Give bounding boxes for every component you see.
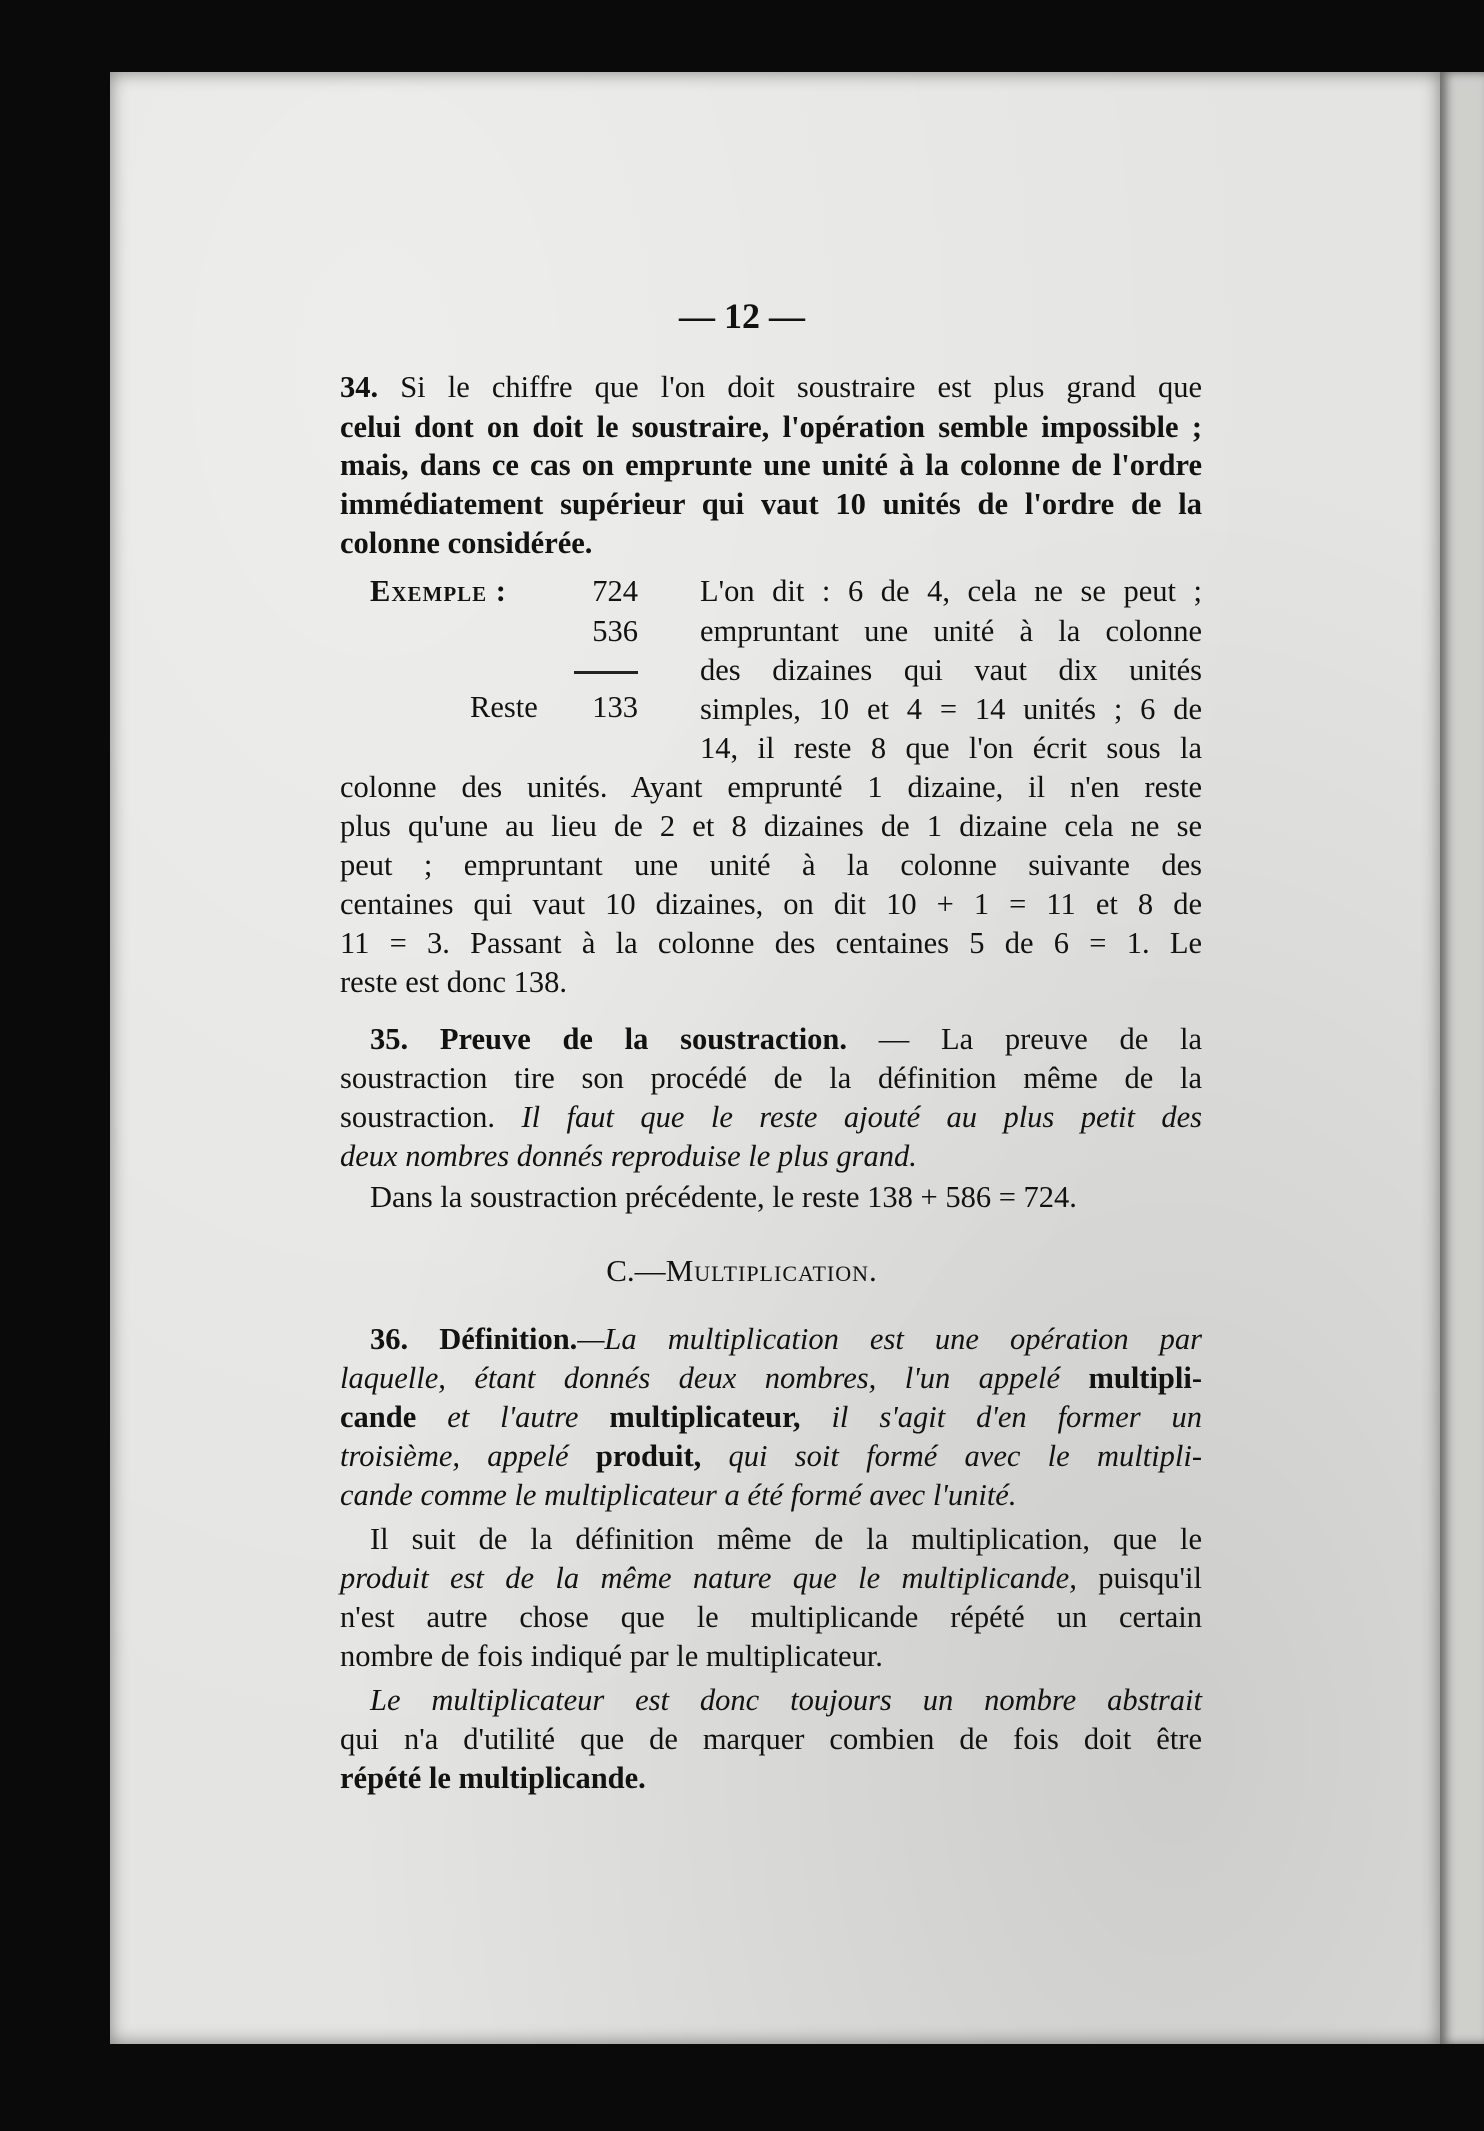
page-edge <box>1440 72 1484 2044</box>
p35-number: 35. <box>370 1022 409 1056</box>
p36-t-line-3: répété le multiplicande. <box>340 1761 646 1795</box>
example-reste-label: Reste <box>470 690 538 724</box>
p36-number: 36. <box>370 1322 409 1356</box>
p35-line-2: soustraction tire son procédé de la définition même de la <box>340 1061 1202 1095</box>
p36-line-1: 36. Définition.—La multiplication est une opération par <box>370 1322 1203 1356</box>
p36-title: Définition. <box>439 1322 578 1356</box>
p35-line-3: soustraction. Il faut que le reste ajouté au plus petit des <box>340 1100 1203 1134</box>
p36-t-line-1: Le multiplicateur est donc toujours un nombre abstrait <box>370 1683 1202 1717</box>
example-reste-value: 133 <box>592 690 638 724</box>
example-text-1: L'on dit : 6 de 4, cela ne se peut ; <box>700 574 1202 608</box>
p35-line-4: deux nombres donnés reproduise le plus grand. <box>340 1139 917 1173</box>
p35-line-5: Dans la soustraction précédente, le reste 138 + 586 = 724. <box>370 1180 1077 1214</box>
p36-s-line-2: produit est de la même nature que le multiplicande, puisqu'il <box>340 1561 1202 1595</box>
example-cont-6: reste est donc 138. <box>340 965 567 999</box>
example-text-2: empruntant une unité à la colonne <box>700 614 1202 648</box>
example-cont-3: peut ; empruntant une unité à la colonne suivante des <box>340 848 1202 882</box>
p35-title: Preuve de la soustraction. <box>439 1022 848 1056</box>
p34-line-3: mais, dans ce cas on emprunte une unité à la colonne de l'ordre <box>340 448 1202 482</box>
example-cont-5: 11 = 3. Passant à la colonne des centaines 5 de 6 = 1. Le <box>340 926 1202 960</box>
p34-line-2: celui dont on doit le soustraire, l'opération semble impossible ; <box>340 410 1202 444</box>
p34-line-5: colonne considérée. <box>340 526 593 560</box>
example-text-4: simples, 10 et 4 = 14 unités ; 6 de <box>700 692 1202 726</box>
p36-s-line-3: n'est autre chose que le multiplicande répété un certain <box>340 1600 1202 1634</box>
example-label: Exemple : <box>370 574 507 608</box>
p34-line-4: immédiatement supérieur qui vaut 10 unités de l'ordre de la <box>340 487 1202 521</box>
p36-t-line-2: qui n'a d'utilité que de marquer combien de fois doit être <box>340 1722 1202 1756</box>
p36-line-2: laquelle, étant donnés deux nombres, l'un appelé multipli- <box>340 1361 1202 1395</box>
example-text-3: des dizaines qui vaut dix unités <box>700 653 1202 687</box>
example-cont-1: colonne des unités. Ayant emprunté 1 dizaine, il n'en reste <box>340 770 1202 804</box>
subtraction-rule <box>574 671 638 674</box>
example-minuend: 724 <box>592 574 638 608</box>
page-number: — 12 — <box>679 296 805 336</box>
example-text-5: 14, il reste 8 que l'on écrit sous la <box>700 731 1202 765</box>
section-heading: C.—Multiplication. <box>606 1253 878 1288</box>
p36-line-3: cande et l'autre multiplicateur, il s'agit d'en former un <box>340 1400 1203 1434</box>
p36-line-4: troisième, appelé produit, qui soit formé avec le multipli- <box>340 1439 1203 1473</box>
p35-line-1: 35. Preuve de la soustraction. — La preuve de la <box>370 1022 1203 1056</box>
p34-line-1: 34. Si le chiffre que l'on doit soustraire est plus grand que <box>340 370 1202 404</box>
example-subtrahend: 536 <box>592 614 638 648</box>
p36-s-line-1: Il suit de la définition même de la multiplication, que le <box>370 1522 1202 1556</box>
example-cont-4: centaines qui vaut 10 dizaines, on dit 10 + 1 = 11 et 8 de <box>340 887 1202 921</box>
p34-number: 34. <box>340 370 379 404</box>
p36-s-line-4: nombre de fois indiqué par le multiplicateur. <box>340 1639 883 1673</box>
p36-line-5: cande comme le multiplicateur a été formé avec l'unité. <box>340 1478 1017 1512</box>
example-cont-2: plus qu'une au lieu de 2 et 8 dizaines de 1 dizaine cela ne se <box>340 809 1202 843</box>
